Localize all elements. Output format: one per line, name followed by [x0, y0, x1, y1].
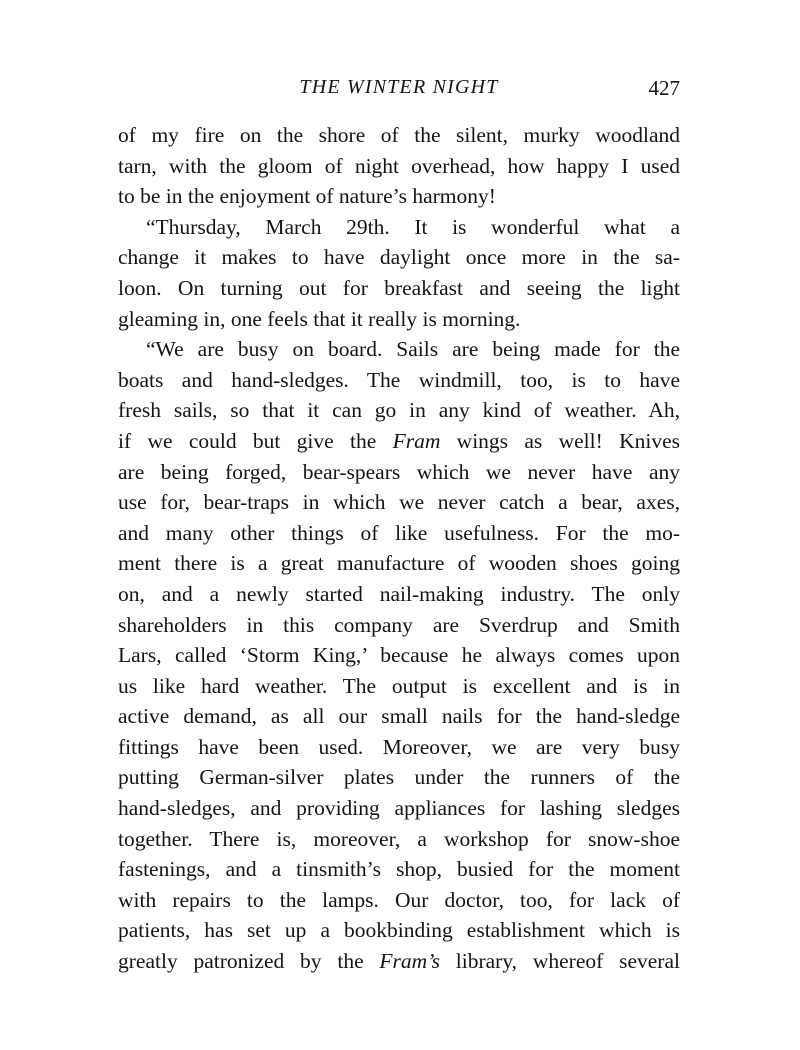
text-line: patients, has set up a bookbinding establishment which is	[118, 918, 680, 943]
text-line: active demand, as all our small nails for the hand-sledge	[118, 704, 680, 729]
text-line: with repairs to the lamps. Our doctor, too, for lack of	[118, 887, 680, 912]
text-line: “Thursday, March 29th. It is wonderful what a	[146, 214, 680, 239]
text-line: together. There is, moreover, a workshop for snow-shoe	[118, 826, 680, 851]
text-line: “We are busy on board. Sails are being made for the	[146, 337, 680, 362]
text-line: of my fire on the shore of the silent, murky woodland	[118, 123, 680, 147]
chapter-title: THE WINTER NIGHT	[299, 76, 499, 98]
text-line: are being forged, bear-spears which we never have any	[118, 459, 680, 484]
text-line: ment there is a great manufacture of wooden shoes going	[118, 551, 680, 576]
text-line: use for, bear-traps in which we never catch a bear, axes,	[118, 490, 680, 515]
text-line: greatly patronized by the Fram’s library, whereof several	[118, 949, 680, 974]
text-line: tarn, with the gloom of night overhead, how happy I used	[118, 153, 680, 178]
text-line: Lars, called ‘Storm King,’ because he always comes upon	[118, 643, 680, 668]
text-line: fastenings, and a tinsmith’s shop, busied for the moment	[118, 857, 680, 882]
text-line: gleaming in, one feels that it really is morning.	[118, 306, 521, 331]
page-number: 427	[648, 76, 680, 100]
text-line: on, and a newly started nail-making industry. The only	[118, 581, 680, 606]
text-line: putting German-silver plates under the runners of the	[118, 765, 680, 790]
text-line: fittings have been used. Moreover, we are very busy	[118, 734, 680, 759]
text-line: change it makes to have daylight once more in the sa-	[118, 245, 680, 270]
text-line: loon. On turning out for breakfast and seeing the light	[118, 275, 680, 300]
body-text	[118, 120, 680, 977]
text-line: us like hard weather. The output is excellent and is in	[118, 673, 680, 698]
text-line: and many other things of like usefulness. For the mo-	[118, 520, 680, 545]
text-line: boats and hand-sledges. The windmill, too, is to have	[118, 367, 680, 392]
text-line: shareholders in this company are Sverdrup and Smith	[118, 612, 680, 637]
text-line: to be in the enjoyment of nature’s harmony!	[118, 184, 496, 209]
running-head	[118, 76, 680, 104]
text-line: fresh sails, so that it can go in any kind of weather. Ah,	[118, 398, 680, 423]
text-line: if we could but give the Fram wings as well! Knives	[118, 428, 680, 453]
text-line: hand-sledges, and providing appliances for lashing sledges	[118, 796, 680, 821]
